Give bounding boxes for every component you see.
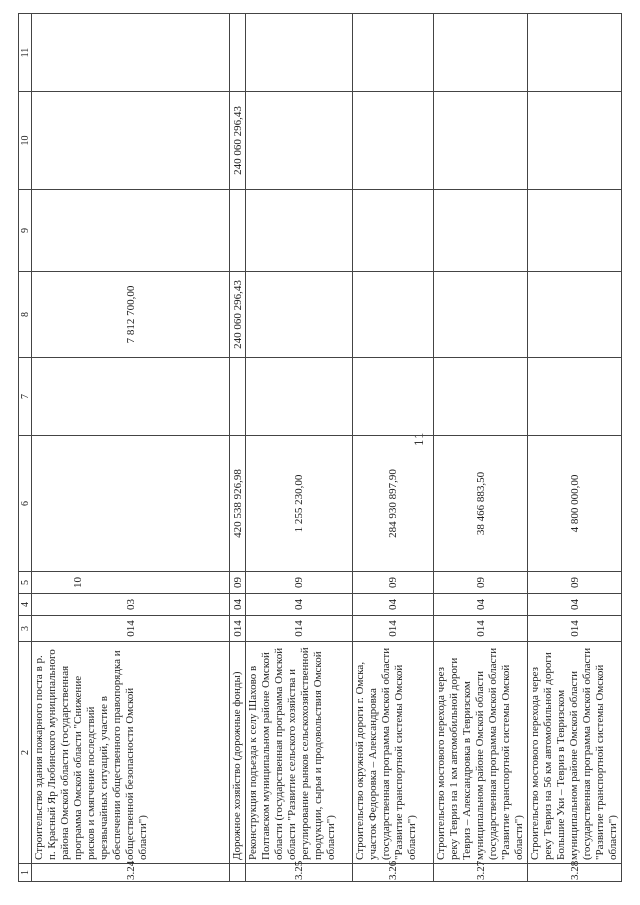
- cell-c6: 4 800 000,00: [528, 436, 622, 572]
- cell-c10: [353, 92, 434, 190]
- cell-c3: 014: [246, 616, 353, 642]
- cell-c11: [230, 14, 246, 92]
- cell-c7: [434, 358, 528, 436]
- cell-c11: [353, 14, 434, 92]
- rotated-table-container: [18, 14, 619, 882]
- cell-c6: 420 538 926,98: [230, 436, 246, 572]
- cell-c8: [246, 272, 353, 358]
- cell-c8: 7 812 700,00: [32, 272, 230, 358]
- table-row: [246, 14, 353, 882]
- cell-c9: [32, 190, 230, 272]
- cell-c5: 09: [230, 572, 246, 594]
- row-name: Дорожное хозяйство (дорожные фонды): [230, 642, 246, 864]
- cell-c3: 014: [32, 616, 230, 642]
- table-row: [528, 14, 622, 882]
- cell-c6: [32, 436, 230, 572]
- cell-c11: [434, 14, 528, 92]
- header-row: [19, 14, 32, 882]
- cell-c4: 04: [246, 594, 353, 616]
- cell-c5: 10: [32, 572, 230, 594]
- col-header: 2: [19, 642, 32, 864]
- cell-c8: 240 060 296,43: [230, 272, 246, 358]
- cell-c4: 04: [353, 594, 434, 616]
- cell-c6: 38 466 883,50: [434, 436, 528, 572]
- col-header: 11: [19, 14, 32, 92]
- table-row: [32, 14, 230, 882]
- col-header: 7: [19, 358, 32, 436]
- cell-c10: [246, 92, 353, 190]
- row-name: Строительство мостового перехода через реку Тевриз на 56 км автомобильной дороги Большие Уки – Тевриз в Тевризском муниципальном районе Омской области (государственная программа Омской области "Развитие транспортной системы Омской области"): [528, 642, 622, 864]
- cell-c4: 04: [230, 594, 246, 616]
- cell-c11: [32, 14, 230, 92]
- cell-c6: 284 930 897,90: [353, 436, 434, 572]
- cell-c8: [434, 272, 528, 358]
- table-row: [353, 14, 434, 882]
- row-number: 3.25: [246, 864, 353, 882]
- cell-c4: 04: [528, 594, 622, 616]
- cell-c10: [32, 92, 230, 190]
- col-header: 4: [19, 594, 32, 616]
- col-header: 1: [19, 864, 32, 882]
- row-name: Строительство здания пожарного поста в р. п. Красный Яр Любинского муниципального района Омской области (государственная программа Омской области "Снижение рисков и смягчение последствий чрезвычайных ситуаций, участие в обеспечении общественного правопорядка и общественной безопасности Омской области"): [32, 642, 230, 864]
- cell-c9: [528, 190, 622, 272]
- row-number: 3.28: [528, 864, 622, 882]
- cell-c3: 014: [434, 616, 528, 642]
- cell-c5: 09: [434, 572, 528, 594]
- row-name: Реконструкция подъезда к селу Шахово в Полтавском муниципальном районе Омской области (государственная программа Омской области "Развитие сельского хозяйства и регулирование рынков сельскохозяйственной продукции, сырья и продовольствия Омской области"): [246, 642, 353, 864]
- cell-c7: [230, 358, 246, 436]
- col-header: 10: [19, 92, 32, 190]
- col-header: 5: [19, 572, 32, 594]
- cell-c9: [230, 190, 246, 272]
- cell-c9: [353, 190, 434, 272]
- col-header: 8: [19, 272, 32, 358]
- cell-c8: [353, 272, 434, 358]
- cell-c11: [528, 14, 622, 92]
- cell-c7: [32, 358, 230, 436]
- cell-c8: [528, 272, 622, 358]
- table-row-section: [230, 14, 246, 882]
- cell-c7: [528, 358, 622, 436]
- row-number: 3.26: [353, 864, 434, 882]
- cell-c4: 03: [32, 594, 230, 616]
- row-number: [230, 864, 246, 882]
- cell-c10: 240 060 296,43: [230, 92, 246, 190]
- col-header: 9: [19, 190, 32, 272]
- cell-c7: [353, 358, 434, 436]
- cell-c3: 014: [230, 616, 246, 642]
- row-name: Строительство мостового перехода через реку Тевриз на 1 км автомобильной дороги Тевриз – Александровка в Тевризском муниципальном районе Омской области (государственная программа Омской области "Развитие транспортной системы Омской области"): [434, 642, 528, 864]
- col-header: 6: [19, 436, 32, 572]
- col-header: 3: [19, 616, 32, 642]
- cell-c6: 1 255 230,00: [246, 436, 353, 572]
- budget-table: [18, 13, 622, 882]
- cell-c3: 014: [528, 616, 622, 642]
- cell-c9: [246, 190, 353, 272]
- cell-c9: [434, 190, 528, 272]
- cell-c3: 014: [353, 616, 434, 642]
- row-name: Строительство окружной дороги г. Омска, участок Федоровка – Александровка (государственная программа Омской области "Развитие транспортной системы Омской области"): [353, 642, 434, 864]
- row-number: 3.24: [32, 864, 230, 882]
- cell-c5: 09: [246, 572, 353, 594]
- table-row: [434, 14, 528, 882]
- row-number: 3.27: [434, 864, 528, 882]
- cell-c10: [434, 92, 528, 190]
- cell-c5: 09: [353, 572, 434, 594]
- cell-c4: 04: [434, 594, 528, 616]
- cell-c11: [246, 14, 353, 92]
- cell-c7: [246, 358, 353, 436]
- cell-c10: [528, 92, 622, 190]
- cell-c5: 09: [528, 572, 622, 594]
- page-number: 11: [413, 432, 426, 446]
